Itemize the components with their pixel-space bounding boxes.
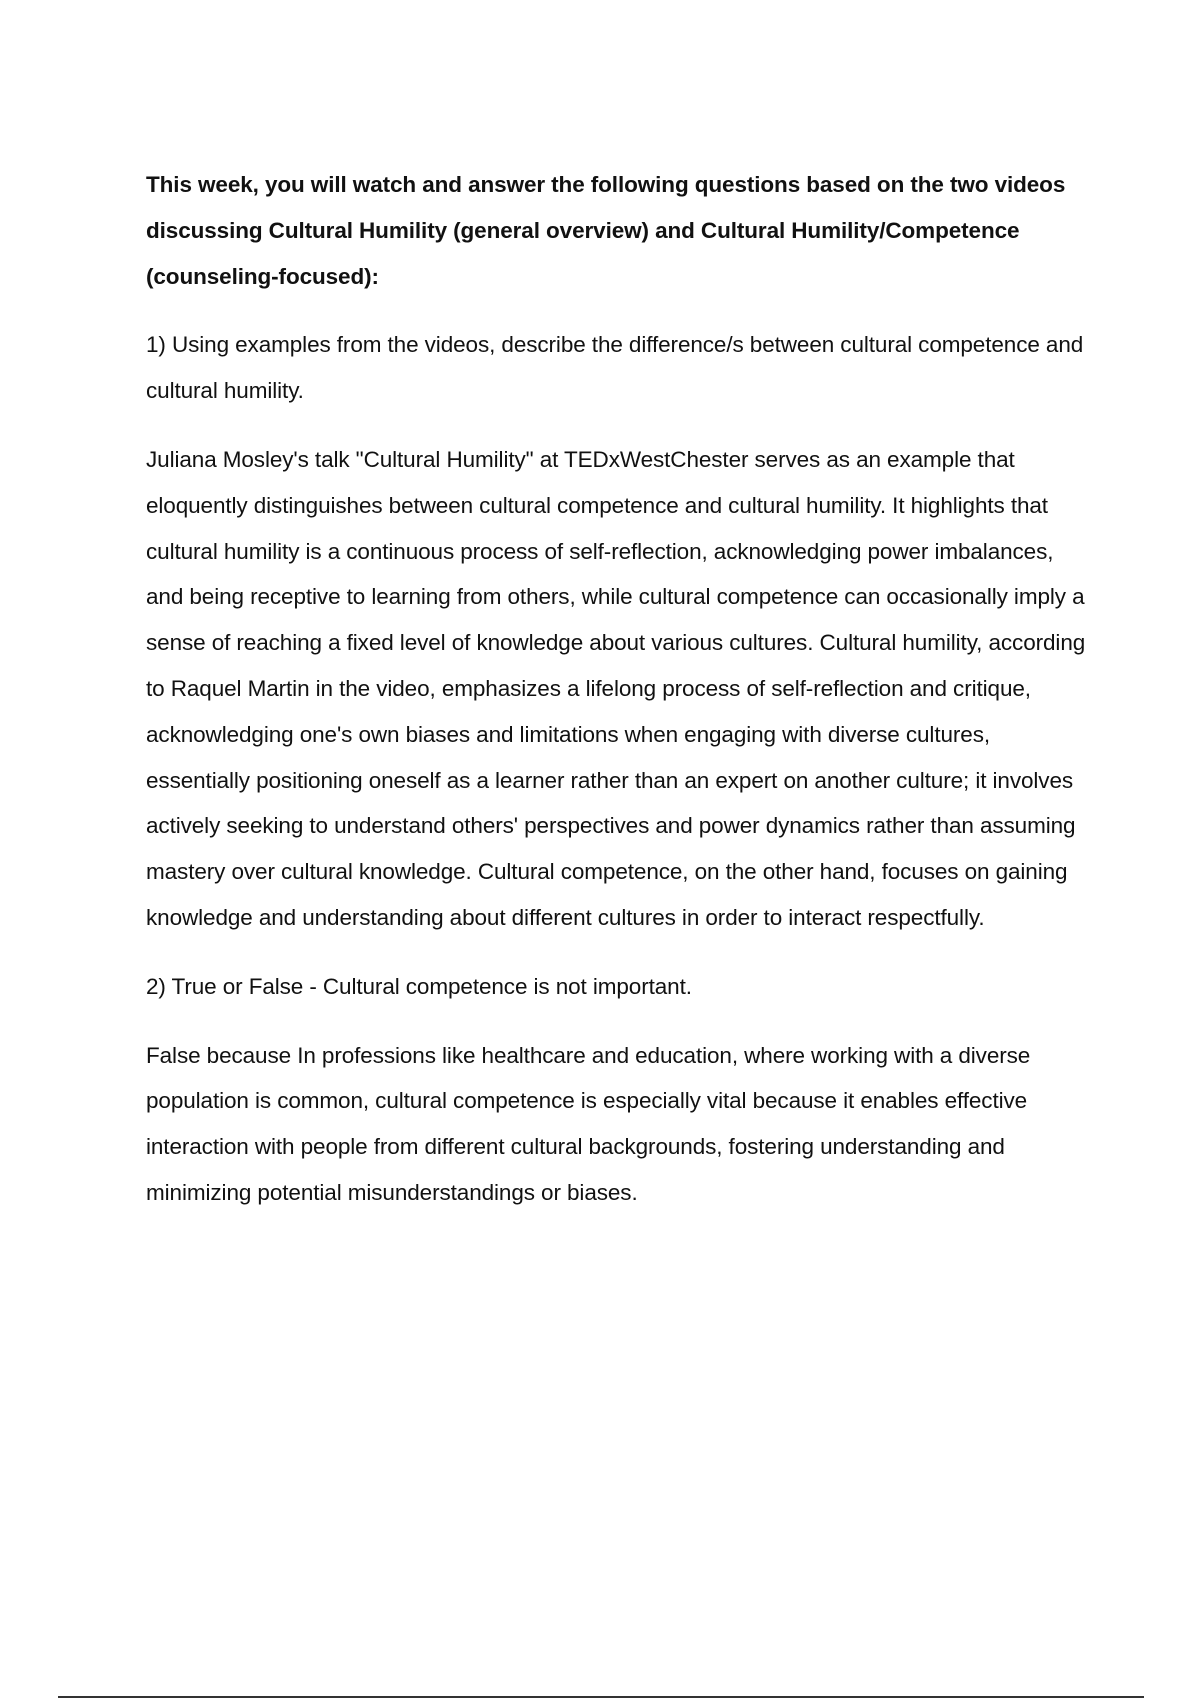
question-1: 1) Using examples from the videos, describe the difference/s between cultural competence and cultural humility. <box>146 332 1084 404</box>
question-2: 2) True or False - Cultural competence is not important. <box>146 973 692 999</box>
page-bottom-divider <box>58 1696 1144 1698</box>
document-body <box>146 162 1096 1216</box>
answer-2: False because In professions like healthcare and education, where working with a diverse population is common, cultural competence is especially vital because it enables effective interaction with people from different cultural backgrounds, fostering understanding and minimizing potential misunderstandings or biases. <box>146 1042 1031 1205</box>
intro-paragraph: This week, you will watch and answer the following questions based on the two videos discussing Cultural Humility (general overview) and Cultural Humility/Competence (counseling-focused): <box>146 172 1066 289</box>
answer-1: Juliana Mosley's talk "Cultural Humility" at TEDxWestChester serves as an example that eloquently distinguishes between cultural competence and cultural humility. It highlights that cultural humility is a continuous process of self-reflection, acknowledging power imbalances, and being receptive to learning from others, while cultural competence can occasionally imply a sense of reaching a fixed level of knowledge about various cultures. Cultural humility, according to Raquel Martin in the video, emphasizes a lifelong process of self-reflection and critique, acknowledging one's own biases and limitations when engaging with diverse cultures, essentially positioning oneself as a learner rather than an expert on another culture; it involves actively seeking to understand others' perspectives and power dynamics rather than assuming mastery over cultural knowledge. Cultural competence, on the other hand, focuses on gaining knowledge and understanding about different cultures in order to interact respectfully. <box>146 446 1086 930</box>
